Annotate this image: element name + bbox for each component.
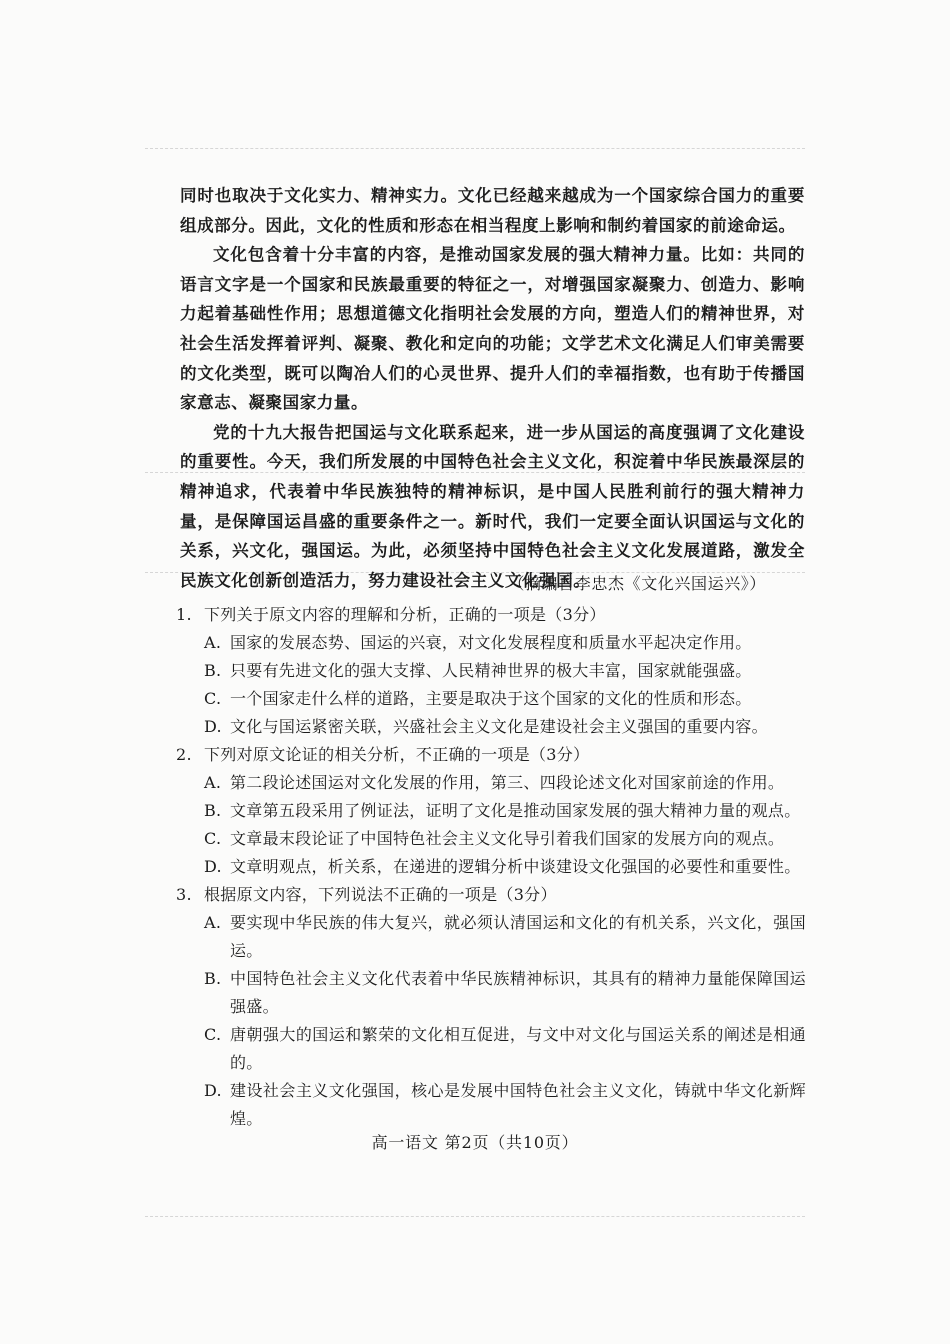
option-text: 一个国家走什么样的道路，主要是取决于这个国家的文化的性质和形态。 [230,689,752,708]
option-letter: B. [204,969,222,988]
passage-paragraph: 文化包含着十分丰富的内容，是推动国家发展的强大精神力量。比如：共同的语言文字是一个国家和民族最重要的特征之一，对增强国家凝聚力、创造力、影响力起着基础性作用；思想道德文化指明社会发展的方向，塑造人们的精神世界，对社会生活发挥着评判、凝聚、教化和定向的功能；文学艺术文化满足人们审美需要的文化类型，既可以陶冶人们的心灵世界、提升人们的幸福指数，也有助于传播国家意志、凝聚国家力量。 [180,245,805,413]
answer-option [204,713,806,741]
reading-passage [180,181,805,595]
question-text: 下列关于原文内容的理解和分析，正确的一项是（3分） [204,605,606,624]
option-letter: D. [204,1081,222,1100]
scan-artifact-line [145,148,805,149]
page-footer: 高一语文 第2页（共10页） [371,1133,579,1152]
question-number: 2. [176,745,192,764]
question-stem [176,601,806,629]
option-letter: C. [204,689,222,708]
passage-source: （摘编自李忠杰《文化兴国运兴》） [508,574,766,593]
option-letter: C. [204,1025,222,1044]
option-letter: A. [204,773,222,792]
question-stem [176,741,806,769]
answer-option [204,1077,806,1133]
option-letter: A. [204,633,222,652]
option-text: 国家的发展态势、国运的兴衰，对文化发展程度和质量水平起决定作用。 [230,633,752,652]
question-list [176,601,806,1133]
answer-option [204,853,806,881]
option-text: 文化与国运紧密关联，兴盛社会主义文化是建设社会主义强国的重要内容。 [230,717,768,736]
option-letter: D. [204,857,222,876]
answer-option [204,685,806,713]
question-3 [176,881,806,1133]
option-text: 第二段论述国运对文化发展的作用，第三、四段论述文化对国家前途的作用。 [230,773,785,792]
option-text: 要实现中华民族的伟大复兴，就必须认清国运和文化的有机关系，兴文化，强国运。 [230,913,806,960]
question-number: 3. [176,885,192,904]
question-text: 根据原文内容，下列说法不正确的一项是（3分） [204,885,557,904]
answer-option [204,965,806,1021]
option-text: 建设社会主义文化强国，核心是发展中国特色社会主义文化，铸就中华文化新辉煌。 [230,1081,806,1128]
question-1 [176,601,806,741]
passage-paragraph: 党的十九大报告把国运与文化联系起来，进一步从国运的高度强调了文化建设的重要性。今天，我们所发展的中国特色社会主义文化，积淀着中华民族最深层的精神追求，代表着中华民族独特的精神标识，是中国人民胜利前行的强大精神力量，是保障国运昌盛的重要条件之一。新时代，我们一定要全面认识国运与文化的关系，兴文化，强国运。为此，必须坚持中国特色社会主义文化发展道路，激发全民族文化创新创造活力，努力建设社会主义文化强国。 [180,422,805,590]
scan-artifact-line [145,1216,805,1217]
question-number: 1. [176,605,192,624]
answer-option [204,909,806,965]
option-letter: D. [204,717,222,736]
option-text: 文章最末段论证了中国特色社会主义文化导引着我们国家的发展方向的观点。 [230,829,785,848]
option-text: 中国特色社会主义文化代表着中华民族精神标识，其具有的精神力量能保障国运强盛。 [230,969,806,1016]
question-2 [176,741,806,881]
option-text: 唐朝强大的国运和繁荣的文化相互促进，与文中对文化与国运关系的阐述是相通的。 [230,1025,806,1072]
passage-paragraph: 同时也取决于文化实力、精神实力。文化已经越来越成为一个国家综合国力的重要组成部分。因此，文化的性质和形态在相当程度上影响和制约着国家的前途命运。 [180,186,805,235]
option-letter: C. [204,829,222,848]
option-letter: B. [204,661,222,680]
option-text: 文章第五段采用了例证法，证明了文化是推动国家发展的强大精神力量的观点。 [230,801,801,820]
answer-option [204,657,806,685]
option-text: 文章明观点，析关系，在递进的逻辑分析中谈建设文化强国的必要性和重要性。 [230,857,801,876]
answer-option [204,769,806,797]
answer-option [204,629,806,657]
option-letter: A. [204,913,222,932]
option-letter: B. [204,801,222,820]
answer-option [204,797,806,825]
question-stem [176,881,806,909]
answer-option [204,1021,806,1077]
option-text: 只要有先进文化的强大支撑、人民精神世界的极大丰富，国家就能强盛。 [230,661,752,680]
question-text: 下列对原文论证的相关分析，不正确的一项是（3分） [204,745,590,764]
answer-option [204,825,806,853]
